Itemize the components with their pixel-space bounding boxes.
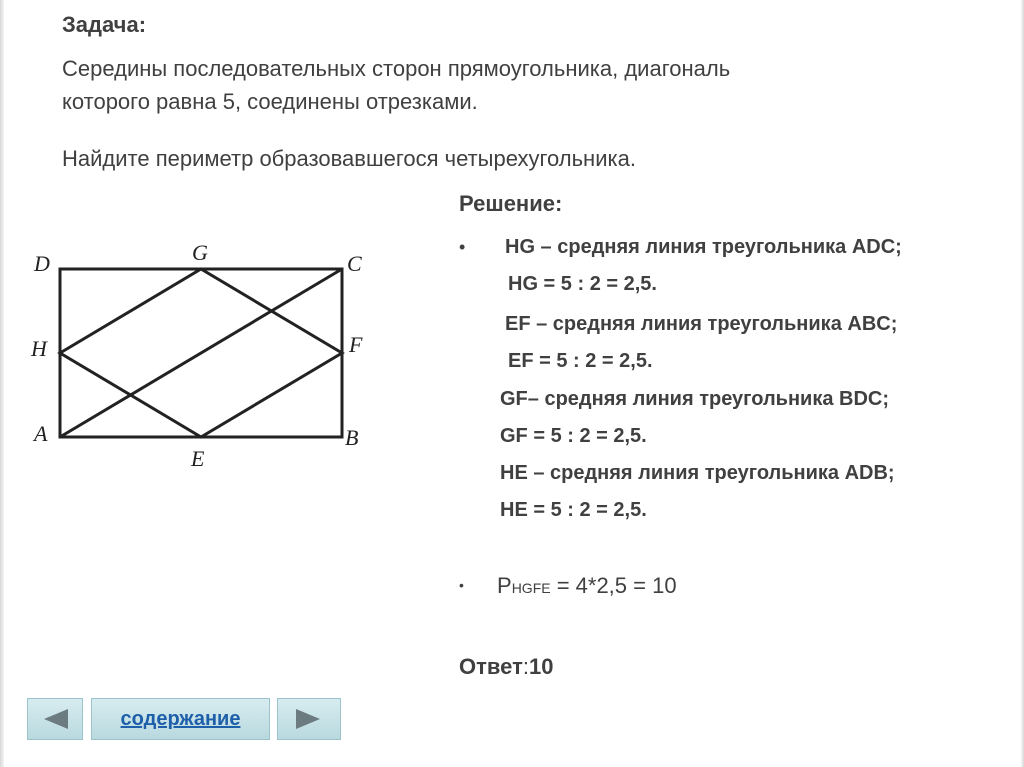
task-question: Найдите периметр образовавшегося четырехугольника. [62, 146, 636, 171]
solution-line-8: HE = 5 : 2 = 2,5. [500, 499, 647, 521]
rectangle-diagram [20, 235, 380, 475]
contents-link-label[interactable]: содержание [120, 707, 241, 730]
answer-label: Ответ [459, 654, 523, 679]
label-g: G [192, 240, 208, 265]
solution-bullet-2: • [459, 577, 464, 593]
contents-button[interactable] [91, 698, 270, 740]
label-h: H [31, 336, 47, 361]
task-text [62, 52, 962, 118]
answer-colon: : [522, 654, 529, 679]
perimeter-subscript: HGFE [511, 580, 551, 596]
slide-frame-left [0, 0, 4, 767]
label-b: B [345, 425, 359, 450]
solution-line-3: EF – средняя линия треугольника ABC; [505, 313, 898, 335]
arrow-right-icon [294, 707, 324, 731]
solution-line-6: GF = 5 : 2 = 2,5. [500, 425, 647, 447]
prev-slide-button[interactable] [27, 698, 83, 740]
task-text-line2: которого равна 5, соединены отрезками. [62, 89, 478, 114]
next-slide-button[interactable] [277, 698, 341, 740]
solution-line-5: GF– средняя линия треугольника BDC; [500, 388, 890, 410]
solution-bullet-1: • [459, 237, 466, 257]
task-heading-text: Задача [62, 12, 139, 37]
label-a: A [34, 421, 48, 446]
solution-line-1: HG – средняя линия треугольника ADC; [505, 236, 902, 258]
label-e: E [191, 446, 205, 471]
perimeter-formula [497, 573, 677, 599]
solution-line-7: HE – средняя линия треугольника ADB; [500, 462, 895, 484]
label-f: F [349, 332, 363, 357]
diagonal-ac [60, 269, 342, 437]
label-d: D [34, 251, 50, 276]
solution-line-2: HG = 5 : 2 = 2,5. [508, 273, 657, 295]
label-c: C [347, 251, 362, 276]
task-text-line1: Середины последовательных сторон прямоугольника, диагональ [62, 56, 731, 81]
answer [459, 654, 553, 680]
task-heading [62, 12, 146, 38]
task-heading-colon: : [138, 12, 147, 37]
perimeter-symbol: P [497, 573, 512, 598]
arrow-left-icon [40, 707, 70, 731]
solution-line-4: EF = 5 : 2 = 2,5. [508, 350, 653, 372]
solution-title: Решение: [459, 191, 563, 216]
answer-value: 10 [528, 654, 554, 679]
perimeter-expression: = 4*2,5 = 10 [550, 573, 677, 598]
